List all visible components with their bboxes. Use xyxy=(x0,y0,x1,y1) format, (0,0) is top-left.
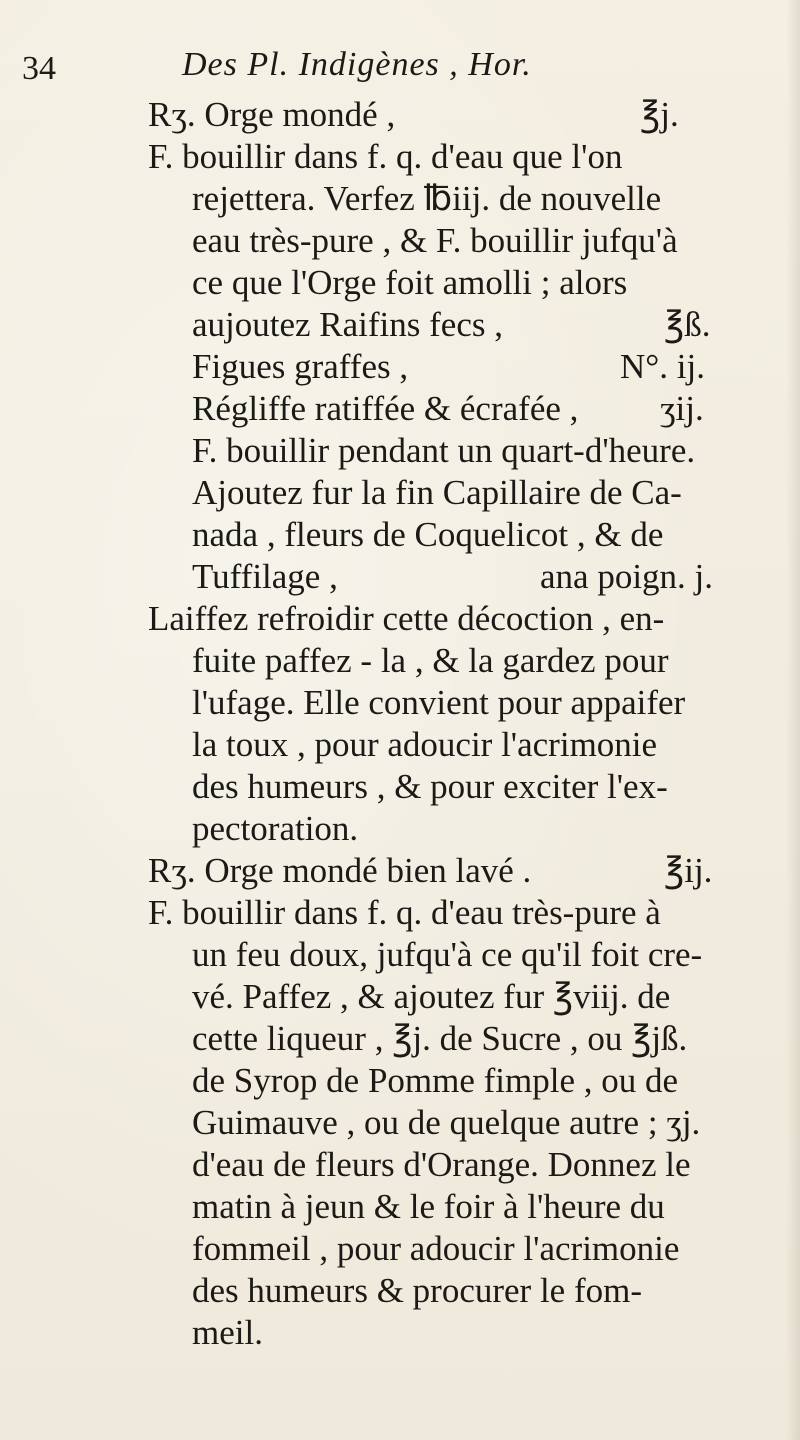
dose-value: ʒij. xyxy=(660,389,704,428)
text-line: de Syrop de Pomme fimple , ou de xyxy=(192,1061,679,1100)
text-line: pectoration. xyxy=(192,809,359,848)
text-line: Guimauve , ou de quelque autre ; ʒj. xyxy=(192,1103,701,1142)
text-line: cette liqueur , ℥j. de Sucre , ou ℥jß. xyxy=(192,1019,688,1058)
text-line: des humeurs , & pour exciter l'ex- xyxy=(192,767,668,806)
text-line: meil. xyxy=(192,1313,263,1352)
text-line: nada , fleurs de Coquelicot , & de xyxy=(192,515,664,554)
page-number: 34 xyxy=(22,50,56,87)
text-line: F. bouillir pendant un quart-d'heure. xyxy=(192,431,696,470)
running-head: Des Pl. Indigènes , Hor. xyxy=(182,46,532,83)
text-line: la toux , pour adoucir l'acrimonie xyxy=(192,725,658,764)
text-line: Figues graffes , xyxy=(192,347,409,386)
text-line: Régliffe ratiffée & écrafée , xyxy=(192,389,579,428)
text-line: des humeurs & procurer le fom- xyxy=(192,1271,642,1310)
text-line: rejettera. Verfez ℔iij. de nouvelle xyxy=(192,179,662,218)
text-line: vé. Paffez , & ajoutez fur ℥viij. de xyxy=(192,977,671,1016)
text-line: Ajoutez fur la fin Capillaire de Ca- xyxy=(192,473,682,512)
text-line: Rʒ. Orge mondé bien lavé . xyxy=(148,851,532,890)
text-line: matin à jeun & le foir à l'heure du xyxy=(192,1187,665,1226)
dose-value: ℥ß. xyxy=(664,305,711,344)
text-line: F. bouillir dans f. q. d'eau très-pure à xyxy=(148,893,661,932)
text-line: Laiffez refroidir cette décoction , en- xyxy=(148,599,665,638)
text-line: eau très-pure , & F. bouillir jufqu'à xyxy=(192,221,678,260)
text-line: un feu doux, jufqu'à ce qu'il foit cre- xyxy=(192,935,703,974)
text-line: d'eau de fleurs d'Orange. Donnez le xyxy=(192,1145,691,1184)
dose-value: ℥ij. xyxy=(664,851,713,890)
text-line: F. bouillir dans f. q. d'eau que l'on xyxy=(148,137,623,176)
page-header xyxy=(0,40,800,100)
text-line: aujoutez Raifins fecs , xyxy=(192,305,504,344)
text-line: Rʒ. Orge mondé , xyxy=(148,95,396,134)
text-line: l'ufage. Elle convient pour appaifer xyxy=(192,683,686,722)
dose-value: N°. ij. xyxy=(620,347,705,386)
text-line: fommeil , pour adoucir l'acrimonie xyxy=(192,1229,680,1268)
dose-value: ana poign. j. xyxy=(540,557,714,596)
text-line: ce que l'Orge foit amolli ; alors xyxy=(192,263,628,302)
text-line: fuite paffez - la , & la gardez pour xyxy=(192,641,669,680)
text-line: Tuffilage , xyxy=(192,557,338,596)
dose-value: ℥j. xyxy=(640,95,679,134)
